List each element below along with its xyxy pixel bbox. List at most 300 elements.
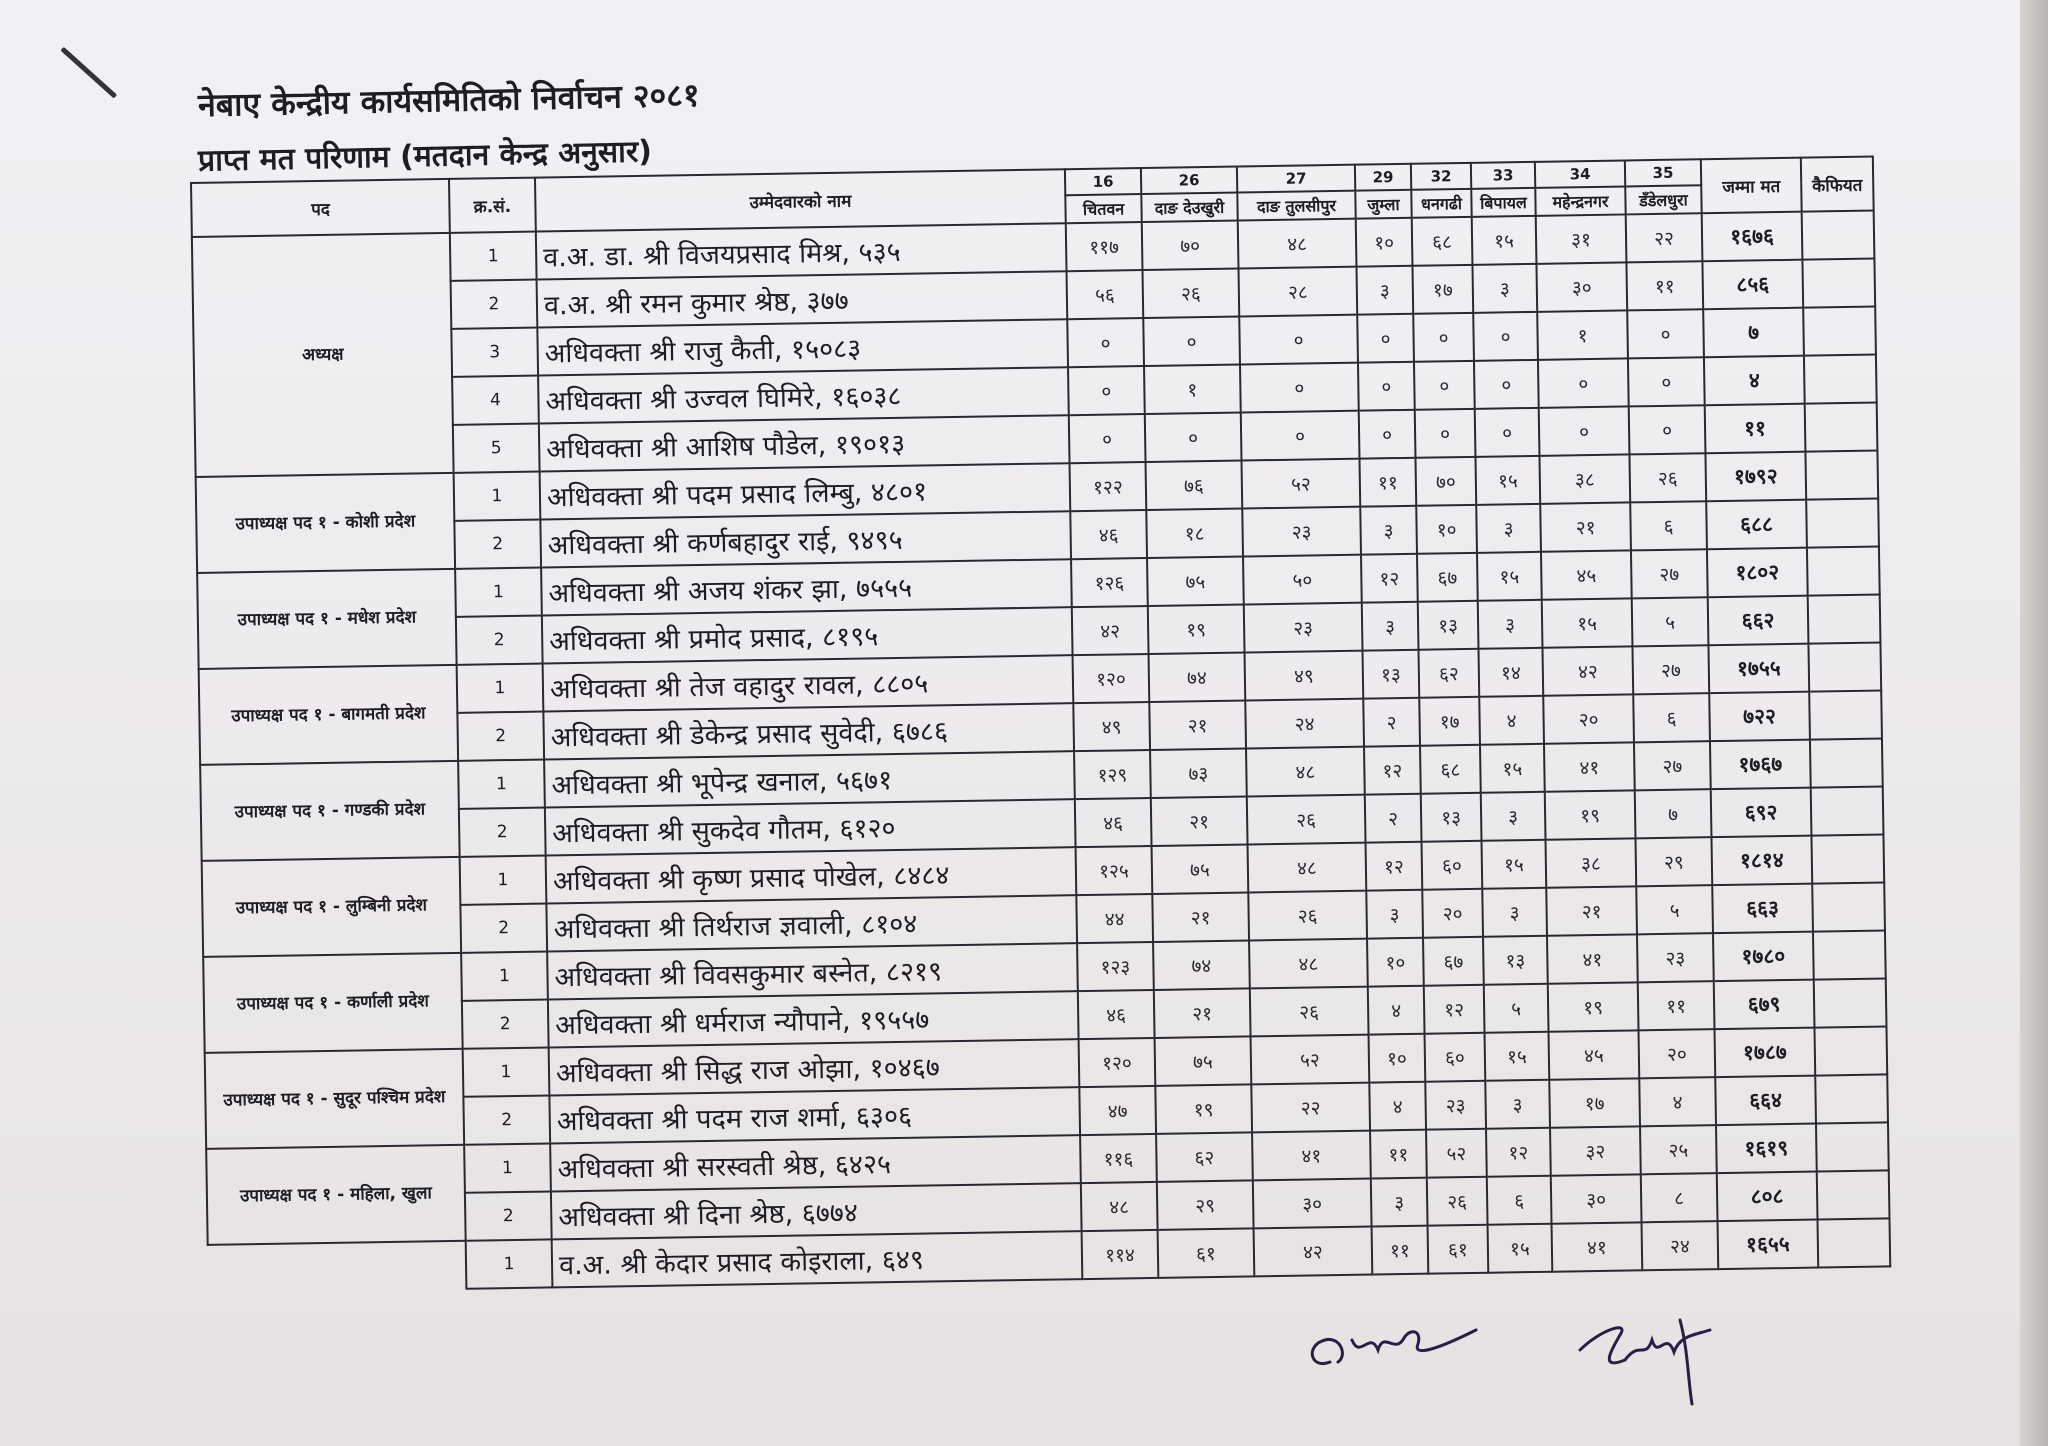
vote-cell: २७ (1631, 549, 1708, 598)
vote-cell: २६ (1250, 987, 1369, 1037)
vote-cell: २९ (1635, 837, 1712, 886)
vote-cell: २७ (1632, 645, 1709, 694)
vote-cell: ३ (1371, 1178, 1428, 1227)
vote-cell: ४८ (1246, 747, 1365, 797)
total-votes: १६५५ (1718, 1220, 1819, 1270)
serial-number: 2 (460, 903, 547, 952)
total-votes: ४ (1704, 356, 1805, 406)
vote-cell: १५ (1477, 552, 1542, 601)
total-votes: १६७६ (1702, 212, 1803, 262)
header-candidate: उम्मेदवारको नाम (535, 169, 1066, 231)
signature-1 (1300, 1300, 1490, 1390)
vote-cell: १५ (1482, 840, 1547, 889)
header-center-code: 35 (1625, 159, 1701, 186)
vote-cell: १३ (1483, 936, 1548, 985)
vote-cell: ७४ (1153, 940, 1250, 990)
document-subtitle: प्राप्त मत परिणाम (मतदान केन्द्र अनुसार) (197, 134, 653, 179)
candidate-name: व.अ. डा. श्री विजयप्रसाद मिश्र, ५३५ (536, 223, 1067, 279)
header-center-name: डँडेलधुरा (1625, 185, 1701, 214)
results-sheet (190, 156, 1891, 1294)
candidate-name: अधिवक्ता श्री भूपेन्द्र खनाल, ५६७१ (544, 751, 1075, 807)
post-cell: उपाध्यक्ष पद १ - महिला, खुला (206, 1145, 465, 1245)
remarks-cell (1811, 786, 1884, 835)
candidate-name: व.अ. श्री रमन कुमार श्रेष्ठ, ३७७ (537, 271, 1068, 327)
vote-cell: १० (1369, 1034, 1426, 1083)
vote-cell: ४८ (1238, 219, 1357, 269)
vote-cell: ५२ (1426, 1129, 1487, 1178)
post-cell: अध्यक्ष (192, 233, 454, 477)
vote-cell: ३० (1551, 1174, 1642, 1223)
vote-cell: २३ (1242, 507, 1361, 557)
vote-cell: ० (1069, 414, 1146, 463)
post-cell: उपाध्यक्ष पद १ - लुम्बिनी प्रदेश (202, 857, 461, 957)
vote-cell: ४७ (1079, 1086, 1156, 1135)
vote-cell: ७४ (1149, 652, 1246, 702)
candidate-name: अधिवक्ता श्री राजु कैती, १५०८३ (537, 319, 1068, 375)
vote-cell: २३ (1244, 603, 1363, 653)
vote-cell: ० (1629, 405, 1706, 454)
results-table (190, 156, 1891, 1294)
vote-cell: ७३ (1150, 748, 1247, 798)
total-votes: ६८८ (1706, 500, 1807, 550)
serial-number: 2 (451, 280, 538, 329)
serial-number: 5 (453, 424, 540, 473)
header-center-name: जुम्ला (1355, 190, 1411, 219)
vote-cell: ० (1145, 413, 1242, 463)
vote-cell: ३८ (1545, 838, 1636, 887)
vote-cell: ४१ (1544, 742, 1635, 791)
header-remarks: कैफियत (1801, 157, 1874, 212)
vote-cell: ० (1413, 313, 1474, 362)
candidate-name: अधिवक्ता श्री प्रमोद प्रसाद, ८१९५ (542, 607, 1073, 663)
vote-cell: ३ (1476, 504, 1541, 553)
candidate-name: अधिवक्ता श्री तेज वहादुर रावल, ८८०५ (543, 655, 1074, 711)
vote-cell: ६७ (1423, 937, 1484, 986)
vote-cell: ६२ (1418, 649, 1479, 698)
vote-cell: १२६ (1071, 558, 1148, 607)
vote-cell: १३ (1418, 601, 1479, 650)
vote-cell: ६ (1487, 1176, 1552, 1225)
vote-cell: २६ (1143, 269, 1240, 319)
vote-cell: ७५ (1155, 1036, 1252, 1086)
vote-cell: १७ (1412, 265, 1473, 314)
serial-number: 1 (466, 1239, 553, 1288)
page-edge-shadow (2020, 0, 2048, 1446)
vote-cell: २८ (1238, 267, 1357, 317)
vote-cell: २२ (1626, 213, 1703, 262)
vote-cell: ४५ (1541, 550, 1632, 599)
vote-cell: २० (1639, 1029, 1716, 1078)
vote-cell: ३८ (1539, 454, 1630, 503)
vote-cell: ० (1357, 314, 1414, 363)
vote-cell: १८ (1146, 509, 1243, 559)
total-votes: १७८७ (1714, 1028, 1815, 1078)
vote-cell: ७० (1142, 221, 1239, 271)
vote-cell: ११ (1626, 261, 1703, 310)
vote-cell: १५ (1488, 1224, 1553, 1273)
header-center-code: 26 (1141, 167, 1237, 195)
vote-cell: ० (1358, 362, 1415, 411)
vote-cell: २६ (1247, 795, 1366, 845)
remarks-cell (1802, 211, 1875, 260)
post-cell: उपाध्यक्ष पद १ - बागमती प्रदेश (199, 665, 458, 765)
vote-cell: ४१ (1252, 1131, 1371, 1181)
vote-cell: १३ (1421, 793, 1482, 842)
vote-cell: ४ (1368, 986, 1425, 1035)
vote-cell: ४ (1369, 1082, 1426, 1131)
vote-cell: १३ (1363, 650, 1420, 699)
vote-cell: ० (1475, 408, 1540, 457)
vote-cell: २४ (1642, 1221, 1719, 1270)
vote-cell: ० (1068, 366, 1145, 415)
vote-cell: ४६ (1070, 510, 1147, 559)
vote-cell: १२ (1364, 746, 1421, 795)
vote-cell: ११ (1638, 981, 1715, 1030)
header-center-code: 29 (1355, 164, 1411, 191)
vote-cell: ५ (1632, 597, 1709, 646)
serial-number: 1 (460, 855, 547, 904)
vote-cell: ४१ (1547, 934, 1638, 983)
vote-cell: २६ (1629, 453, 1706, 502)
vote-cell: २४ (1245, 699, 1364, 749)
serial-number: 1 (458, 760, 545, 809)
total-votes: ११ (1705, 404, 1806, 454)
vote-cell: २५ (1640, 1125, 1717, 1174)
vote-cell: १२ (1424, 985, 1485, 1034)
vote-cell: ७५ (1147, 557, 1244, 607)
vote-cell: ४२ (1072, 606, 1149, 655)
vote-cell: ३ (1366, 890, 1423, 939)
vote-cell: १० (1356, 218, 1413, 267)
remarks-cell (1816, 1122, 1889, 1171)
vote-cell: ३ (1356, 266, 1413, 315)
empty-post-cell (208, 1241, 467, 1293)
vote-cell: ३ (1482, 888, 1547, 937)
header-center-code: 27 (1237, 165, 1355, 193)
vote-cell: ० (1538, 358, 1629, 407)
vote-cell: ४६ (1078, 990, 1155, 1039)
vote-cell: १२५ (1076, 846, 1153, 895)
vote-cell: ६८ (1420, 745, 1481, 794)
vote-cell: ० (1239, 315, 1358, 365)
vote-cell: ७० (1415, 457, 1476, 506)
vote-cell: २२ (1251, 1083, 1370, 1133)
vote-cell: १४ (1478, 648, 1543, 697)
total-votes: ६६२ (1708, 596, 1809, 646)
candidate-name: अधिवक्ता श्री कर्णबहादुर राई, ९४९५ (540, 511, 1071, 567)
vote-cell: ४४ (1076, 894, 1153, 943)
remarks-cell (1814, 1026, 1887, 1075)
vote-cell: ४९ (1073, 702, 1150, 751)
vote-cell: ० (1240, 363, 1359, 413)
vote-cell: ११७ (1066, 222, 1143, 271)
vote-cell: १७ (1549, 1078, 1640, 1127)
total-votes: ६६४ (1715, 1076, 1816, 1126)
post-cell: उपाध्यक्ष पद १ - गण्डकी प्रदेश (200, 761, 459, 861)
candidate-name: अधिवक्ता श्री डेकेन्द्र प्रसाद सुवेदी, ६७८६ (543, 703, 1074, 759)
serial-number: 1 (454, 472, 541, 521)
serial-number: 2 (456, 616, 543, 665)
vote-cell: १२० (1079, 1038, 1156, 1087)
total-votes: ८०८ (1717, 1172, 1818, 1222)
remarks-cell (1802, 259, 1875, 308)
vote-cell: ४८ (1081, 1182, 1158, 1231)
header-center-code: 33 (1471, 162, 1535, 189)
post-cell: उपाध्यक्ष पद १ - कोशी प्रदेश (196, 473, 455, 573)
vote-cell: १२ (1486, 1128, 1551, 1177)
vote-cell: २३ (1425, 1081, 1486, 1130)
candidate-name: व.अ. श्री केदार प्रसाद कोइराला, ६४९ (552, 1231, 1083, 1287)
vote-cell: ७६ (1146, 461, 1243, 511)
vote-cell: ४८ (1248, 843, 1367, 893)
vote-cell: ४१ (1552, 1222, 1643, 1271)
serial-number: 2 (457, 712, 544, 761)
total-votes: १७९२ (1705, 452, 1806, 502)
vote-cell: १५ (1472, 216, 1537, 265)
candidate-name: अधिवक्ता श्री कृष्ण प्रसाद पोखेल, ८४८४ (546, 847, 1077, 903)
vote-cell: १२ (1361, 554, 1418, 603)
candidate-name: अधिवक्ता श्री तिर्थराज ज्ञवाली, ८१०४ (546, 895, 1077, 951)
header-center-name: दाङ देउखुरी (1141, 193, 1237, 223)
vote-cell: ० (1143, 317, 1240, 367)
vote-cell: १२९ (1074, 750, 1151, 799)
vote-cell: ६ (1633, 693, 1710, 742)
vote-cell: ० (1359, 410, 1416, 459)
candidate-name: अधिवक्ता श्री पदम राज शर्मा, ६३०६ (549, 1087, 1080, 1143)
vote-cell: ६० (1425, 1033, 1486, 1082)
vote-cell: ३० (1253, 1179, 1372, 1229)
vote-cell: १० (1416, 505, 1477, 554)
vote-cell: ३ (1485, 1080, 1550, 1129)
remarks-cell (1805, 451, 1878, 500)
remarks-cell (1812, 882, 1885, 931)
vote-cell: ४८ (1249, 939, 1368, 989)
vote-cell: ४२ (1542, 646, 1633, 695)
vote-cell: २१ (1149, 700, 1246, 750)
vote-cell: ० (1241, 411, 1360, 461)
vote-cell: ३ (1360, 506, 1417, 555)
serial-number: 1 (464, 1143, 551, 1192)
serial-number: 3 (451, 328, 538, 377)
post-cell: उपाध्यक्ष पद १ - मधेश प्रदेश (197, 569, 456, 669)
serial-number: 2 (454, 520, 541, 569)
remarks-cell (1813, 930, 1886, 979)
candidate-name: अधिवक्ता श्री दिना श्रेष्ठ, ६७७४ (551, 1183, 1082, 1239)
vote-cell: ४५ (1549, 1030, 1640, 1079)
vote-cell: १५ (1485, 1032, 1550, 1081)
vote-cell: ५२ (1251, 1035, 1370, 1085)
remarks-cell (1817, 1218, 1890, 1267)
vote-cell: १९ (1155, 1084, 1252, 1134)
candidate-name: अधिवक्ता श्री विवसकुमार बस्नेत, ८२१९ (547, 943, 1078, 999)
header-post: पद (191, 179, 450, 237)
vote-cell: २१ (1152, 892, 1249, 942)
serial-number: 4 (452, 376, 539, 425)
candidate-name: अधिवक्ता श्री सिद्ध राज ओझा, १०४६७ (549, 1039, 1080, 1095)
vote-cell: ५ (1636, 885, 1713, 934)
vote-cell: १२३ (1077, 942, 1154, 991)
signature-2 (1570, 1300, 1730, 1410)
header-center-code: 32 (1411, 163, 1471, 190)
header-center-name: चितवन (1065, 194, 1141, 223)
remarks-cell (1817, 1170, 1890, 1219)
vote-cell: ५ (1484, 984, 1549, 1033)
vote-cell: ११६ (1080, 1134, 1157, 1183)
candidate-name: अधिवक्ता श्री उज्वल घिमिरे, १६०३८ (538, 367, 1069, 423)
vote-cell: ० (1474, 360, 1539, 409)
post-cell: उपाध्यक्ष पद १ - कर्णाली प्रदेश (203, 953, 462, 1053)
serial-number: 1 (450, 232, 537, 281)
vote-cell: १ (1144, 365, 1241, 415)
vote-cell: ३२ (1550, 1126, 1641, 1175)
vote-cell: १० (1367, 938, 1424, 987)
vote-cell: ० (1414, 361, 1475, 410)
candidate-name: अधिवक्ता श्री सुकदेव गौतम, ६१२० (545, 799, 1076, 855)
vote-cell: १२ (1366, 842, 1423, 891)
vote-cell: २७ (1634, 741, 1711, 790)
candidate-name: अधिवक्ता श्री अजय शंकर झा, ७५५५ (541, 559, 1072, 615)
vote-cell: २१ (1540, 502, 1631, 551)
total-votes: ८५६ (1702, 260, 1803, 310)
post-cell: उपाध्यक्ष पद १ - सुदूर पश्चिम प्रदेश (205, 1049, 464, 1149)
header-serial: क्र.सं. (449, 178, 536, 233)
vote-cell: ० (1473, 312, 1538, 361)
candidate-name: अधिवक्ता श्री सरस्वती श्रेष्ठ, ६४२५ (550, 1135, 1081, 1191)
vote-cell: २१ (1151, 796, 1248, 846)
vote-cell: ६२ (1156, 1132, 1253, 1182)
serial-number: 2 (465, 1191, 552, 1240)
vote-cell: ५० (1243, 555, 1362, 605)
total-votes: ६९२ (1711, 788, 1812, 838)
remarks-cell (1808, 643, 1881, 692)
vote-cell: ४ (1639, 1077, 1716, 1126)
total-votes: ७ (1703, 308, 1804, 358)
serial-number: 1 (457, 664, 544, 713)
total-votes: १७८० (1713, 932, 1814, 982)
vote-cell: १७ (1419, 697, 1480, 746)
vote-cell: ५२ (1242, 459, 1361, 509)
vote-cell: ४९ (1245, 651, 1364, 701)
remarks-cell (1807, 547, 1880, 596)
candidate-name: अधिवक्ता श्री धर्मराज न्यौपाने, १९५५७ (548, 991, 1079, 1047)
total-votes: १८०२ (1707, 548, 1808, 598)
vote-cell: ६ (1630, 501, 1707, 550)
vote-cell: ४ (1479, 696, 1544, 745)
serial-number: 1 (461, 951, 548, 1000)
vote-cell: १५ (1542, 598, 1633, 647)
serial-number: 1 (463, 1047, 550, 1096)
vote-cell: १२० (1073, 654, 1150, 703)
remarks-cell (1803, 307, 1876, 356)
serial-number: 2 (462, 999, 549, 1048)
vote-cell: २ (1365, 794, 1422, 843)
header-center-code: 34 (1535, 160, 1625, 187)
vote-cell: २० (1543, 694, 1634, 743)
vote-cell: ० (1415, 409, 1476, 458)
table-body (192, 211, 1890, 1293)
remarks-cell (1815, 1074, 1888, 1123)
vote-cell: ६७ (1417, 553, 1478, 602)
vote-cell: २ (1363, 698, 1420, 747)
document-title: नेबाए केन्द्रीय कार्यसमितिको निर्वाचन २०८१ (197, 75, 700, 125)
vote-cell: ० (1539, 406, 1630, 455)
candidate-name: अधिवक्ता श्री पदम प्रसाद लिम्बु, ४८०१ (540, 463, 1071, 519)
vote-cell: ११ (1372, 1226, 1429, 1275)
remarks-cell (1805, 403, 1878, 452)
vote-cell: ७५ (1152, 844, 1249, 894)
vote-cell: २३ (1637, 933, 1714, 982)
vote-cell: १२२ (1070, 462, 1147, 511)
vote-cell: २६ (1427, 1177, 1488, 1226)
remarks-cell (1804, 355, 1877, 404)
vote-cell: ५६ (1067, 270, 1144, 319)
vote-cell: ६१ (1428, 1225, 1489, 1274)
serial-number: 1 (455, 568, 542, 617)
total-votes: ७२२ (1709, 692, 1810, 742)
vote-cell: ४६ (1075, 798, 1152, 847)
vote-cell: १५ (1475, 456, 1540, 505)
vote-cell: ११ (1370, 1130, 1427, 1179)
vote-cell: ६१ (1158, 1228, 1255, 1278)
remarks-cell (1811, 834, 1884, 883)
vote-cell: ३ (1478, 600, 1543, 649)
vote-cell: २० (1422, 889, 1483, 938)
header-center-name: महेन्द्रनगर (1535, 186, 1625, 215)
vote-cell: १९ (1148, 605, 1245, 655)
pen-slash-mark (60, 47, 117, 99)
remarks-cell (1810, 738, 1883, 787)
serial-number: 2 (463, 1095, 550, 1144)
total-votes: १७५५ (1708, 644, 1809, 694)
vote-cell: ६८ (1412, 217, 1473, 266)
vote-cell: १९ (1548, 982, 1639, 1031)
candidate-name: अधिवक्ता श्री आशिष पौडेल, १९०१३ (539, 415, 1070, 471)
header-total: जम्मा मत (1701, 158, 1802, 214)
header-center-name: दाङ तुलसीपुर (1237, 191, 1355, 221)
total-votes: ६७९ (1714, 980, 1815, 1030)
vote-cell: ० (1067, 318, 1144, 367)
vote-cell: ० (1628, 357, 1705, 406)
remarks-cell (1806, 499, 1879, 548)
vote-cell: २१ (1154, 988, 1251, 1038)
remarks-cell (1814, 978, 1887, 1027)
serial-number: 2 (459, 808, 546, 857)
total-votes: १८१४ (1711, 836, 1812, 886)
vote-cell: २६ (1248, 891, 1367, 941)
vote-cell: ३१ (1536, 214, 1627, 263)
vote-cell: ११ (1359, 458, 1416, 507)
header-center-name: बिपायल (1471, 188, 1535, 217)
total-votes: १७६७ (1710, 740, 1811, 790)
vote-cell: १ (1537, 310, 1628, 359)
vote-cell: २१ (1546, 886, 1637, 935)
vote-cell: १५ (1480, 744, 1545, 793)
vote-cell: ७ (1635, 789, 1712, 838)
vote-cell: ० (1627, 309, 1704, 358)
vote-cell: ३ (1362, 602, 1419, 651)
header-center-code: 16 (1065, 168, 1141, 195)
vote-cell: ४२ (1254, 1227, 1373, 1277)
vote-cell: ३ (1472, 264, 1537, 313)
vote-cell: ११४ (1082, 1230, 1159, 1279)
vote-cell: १९ (1545, 790, 1636, 839)
vote-cell: २९ (1157, 1180, 1254, 1230)
vote-cell: ८ (1641, 1173, 1718, 1222)
vote-cell: ६० (1422, 841, 1483, 890)
total-votes: ६६३ (1712, 884, 1813, 934)
vote-cell: ३ (1481, 792, 1546, 841)
vote-cell: ३० (1536, 262, 1627, 311)
